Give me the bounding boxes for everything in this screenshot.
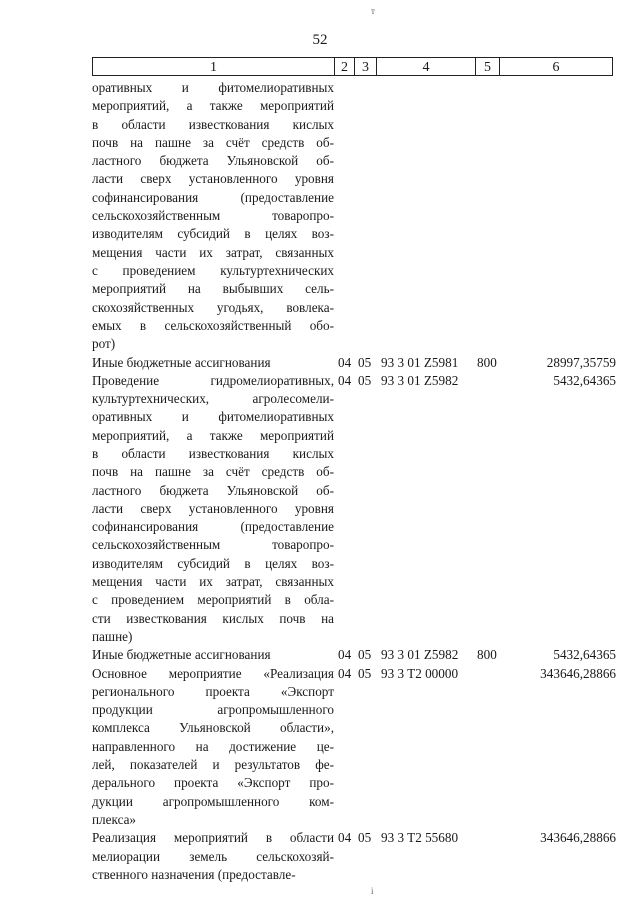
description-line: пашне) bbox=[92, 628, 133, 644]
description-line: сельскохозяйственным товаропро- bbox=[92, 208, 334, 224]
row-description bbox=[92, 646, 334, 664]
description-line: с проведением мероприятий в обла- bbox=[92, 592, 334, 608]
description-line: Основное мероприятие «Реализация bbox=[92, 665, 334, 681]
top-mark: т bbox=[371, 6, 375, 16]
page-number: 52 bbox=[312, 32, 328, 48]
description-line: в области известкования кислых bbox=[92, 116, 334, 132]
section-code: 04 bbox=[338, 372, 352, 388]
description-line: ластного бюджета Ульяновской об- bbox=[92, 482, 334, 498]
description-line: мероприятий, а также мероприятий bbox=[92, 427, 334, 443]
description-line: почв на пашне за счёт средств об- bbox=[92, 464, 334, 480]
description-line: софинансирования (предоставление bbox=[92, 519, 334, 535]
description-line: комплекса Ульяновской области», bbox=[92, 720, 334, 736]
row-description bbox=[92, 79, 334, 353]
description-line: лей, показателей и результатов фе- bbox=[92, 757, 334, 773]
amount-value: 343646,28866 bbox=[540, 830, 616, 846]
column-header-3: 3 bbox=[354, 57, 376, 76]
target-article-code: 93 3 T2 55680 bbox=[381, 830, 459, 846]
expense-type-code: 800 bbox=[477, 354, 497, 370]
row-description bbox=[92, 829, 334, 884]
description-line: ласти сверх установленного уровня bbox=[92, 171, 334, 187]
description-line: мещения части их затрат, связанных bbox=[92, 244, 334, 260]
description-line: емых в сельскохозяйственный обо- bbox=[92, 317, 334, 333]
description-line: ластного бюджета Ульяновской об- bbox=[92, 153, 334, 169]
description-line: изводителям субсидий в целях воз- bbox=[92, 555, 334, 571]
description-line: ственного назначения (предоставле- bbox=[92, 866, 296, 882]
description-line: направленного на достижение це- bbox=[92, 738, 334, 754]
description-line: сельскохозяйственным товаропро- bbox=[92, 537, 334, 553]
description-line: рот) bbox=[92, 336, 116, 352]
description-line: Проведение гидромелиоративных, bbox=[92, 372, 334, 388]
description-line: Иные бюджетные ассигнования bbox=[92, 354, 271, 370]
row-description bbox=[92, 372, 334, 646]
column-header-1: 1 bbox=[92, 57, 334, 76]
subsection-code: 05 bbox=[358, 830, 372, 846]
subsection-code: 05 bbox=[358, 665, 372, 681]
row-description bbox=[92, 665, 334, 830]
target-article-code: 93 3 01 Z5982 bbox=[381, 647, 459, 663]
table-row bbox=[92, 829, 616, 884]
description-line: мелиорации земель сельскохозяй- bbox=[92, 848, 334, 864]
description-line: мероприятий, а также мероприятий bbox=[92, 98, 334, 114]
section-code: 04 bbox=[338, 665, 352, 681]
description-line: с проведением культуртехнических bbox=[92, 262, 334, 278]
description-line: в области известкования кислых bbox=[92, 445, 334, 461]
column-header-2: 2 bbox=[334, 57, 354, 76]
amount-value: 28997,35759 bbox=[546, 354, 616, 370]
bottom-mark: і bbox=[371, 886, 374, 896]
description-line: Иные бюджетные ассигнования bbox=[92, 647, 271, 663]
description-line: сти известкования кислых почв на bbox=[92, 610, 334, 626]
description-line: оративных и фитомелиоративных bbox=[92, 409, 334, 425]
amount-value: 5432,64365 bbox=[553, 372, 616, 388]
description-line: изводителям субсидий в целях воз- bbox=[92, 226, 334, 242]
description-line: Реализация мероприятий в области bbox=[92, 830, 334, 846]
description-line: плекса» bbox=[92, 811, 137, 827]
description-line: ласти сверх установленного уровня bbox=[92, 500, 334, 516]
description-line: почв на пашне за счёт средств об- bbox=[92, 134, 334, 150]
table-row bbox=[92, 354, 616, 372]
column-header-5: 5 bbox=[475, 57, 499, 76]
description-line: культуртехнических, агролесомели- bbox=[92, 391, 334, 407]
description-line: мещения части их затрат, связанных bbox=[92, 574, 334, 590]
description-line: дерального проекта «Экспорт про- bbox=[92, 775, 334, 791]
description-line: продукции агропромышленного bbox=[92, 702, 334, 718]
section-code: 04 bbox=[338, 830, 352, 846]
table-row bbox=[92, 79, 616, 354]
row-description bbox=[92, 354, 334, 372]
table-row bbox=[92, 372, 616, 647]
expense-type-code: 800 bbox=[477, 647, 497, 663]
target-article-code: 93 3 01 Z5982 bbox=[381, 372, 459, 388]
subsection-code: 05 bbox=[358, 372, 372, 388]
description-line: скохозяйственных угодьях, вовлека- bbox=[92, 299, 334, 315]
subsection-code: 05 bbox=[358, 647, 372, 663]
table-row bbox=[92, 646, 616, 664]
column-header-6: 6 bbox=[499, 57, 613, 76]
description-line: мероприятий на выбывших сель- bbox=[92, 281, 334, 297]
description-line: регионального проекта «Экспорт bbox=[92, 683, 334, 699]
column-header-4: 4 bbox=[376, 57, 475, 76]
description-line: дукции агропромышленного ком- bbox=[92, 793, 334, 809]
subsection-code: 05 bbox=[358, 354, 372, 370]
target-article-code: 93 3 T2 00000 bbox=[381, 665, 459, 681]
description-line: софинансирования (предоставление bbox=[92, 189, 334, 205]
target-article-code: 93 3 01 Z5981 bbox=[381, 354, 459, 370]
section-code: 04 bbox=[338, 647, 352, 663]
amount-value: 343646,28866 bbox=[540, 665, 616, 681]
amount-value: 5432,64365 bbox=[553, 647, 616, 663]
table-row bbox=[92, 665, 616, 830]
description-line: оративных и фитомелиоративных bbox=[92, 80, 334, 95]
section-code: 04 bbox=[338, 354, 352, 370]
